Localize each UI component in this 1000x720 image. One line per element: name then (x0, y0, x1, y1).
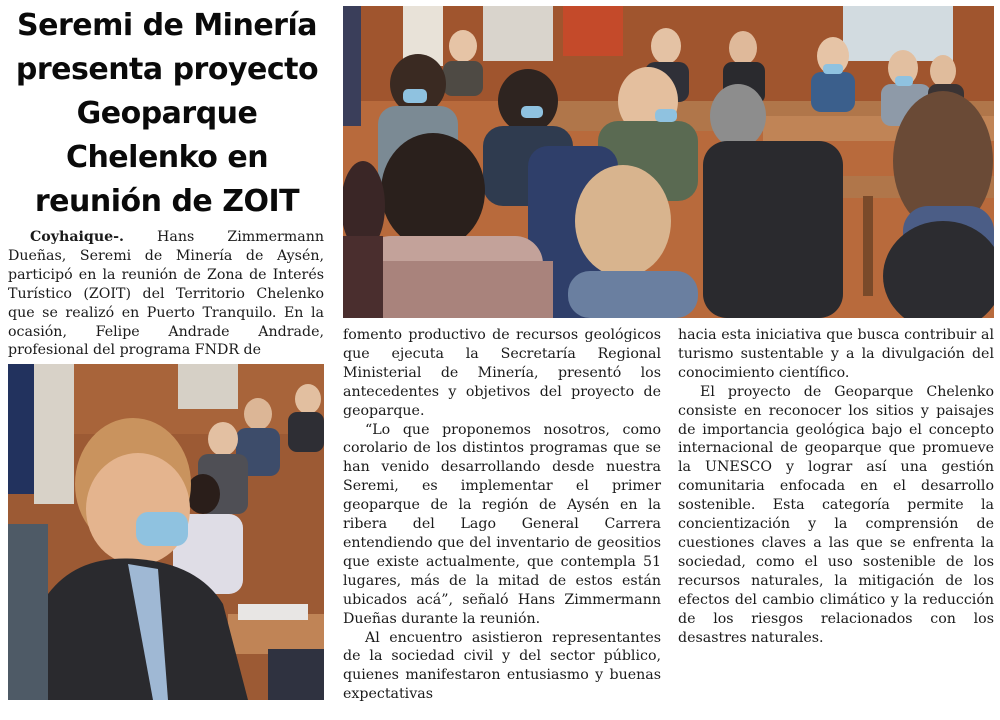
meeting-photo-main (343, 6, 994, 318)
headline-line: Chelenko en (65, 140, 269, 175)
article-paragraph: hacia esta iniciativa que busca contribuir al turismo sustentable y a la divulgación del conocimiento científico. (678, 327, 994, 381)
headline-line: presenta proyecto (15, 52, 319, 87)
lead-text: Hans Zimmermann Dueñas, Seremi de Minería de Aysén, participó en la reunión de Zona de Interés Turístico (ZOIT) del Territorio Chelenko que se realizó en Puerto Tranquilo. En la ocasión, Felipe Andrade Andrade, profesional del programa FNDR de (8, 229, 324, 359)
dateline: Coyhaique-. (30, 229, 124, 245)
headline-line: reunión de ZOIT (34, 184, 300, 219)
text-column-left (8, 228, 324, 360)
lead-paragraph (8, 228, 324, 360)
article-paragraph: fomento productivo de recursos geológicos que ejecuta la Secretaría Regional Ministerial de Minería, presentó los antecedentes y objetivos del proyecto de geoparque. (343, 327, 661, 419)
text-column-middle (343, 326, 661, 704)
meeting-photo-secondary (8, 364, 324, 700)
article-paragraph: El proyecto de Geoparque Chelenko consiste en reconocer los sitios y paisajes de importancia geológica bajo el concepto internacional de geoparque que promueve la UNESCO y lograr así una gestión comunitaria enfocada en el desarrollo sostenible. Esta categoría permite la concientización y la comprensión de cuestiones claves a las que se enfrenta la sociedad, como el uso sostenible de los recursos naturales, la mitigación de los efectos del cambio climático y la reducción de los riesgos relacionados con los desastres naturales. (678, 383, 994, 646)
text-column-right (678, 326, 994, 647)
headline-line: Seremi de Minería (16, 8, 317, 43)
headline (6, 4, 328, 224)
article-paragraph: Al encuentro asistieron representantes de la sociedad civil y del sector público, quienes manifestaron entusiasmo y buenas expectativas (343, 629, 661, 703)
article-paragraph: “Lo que proponemos nosotros, como corolario de los distintos programas que se han venido desarrollando desde nuestra Seremi, es implementar el primer geoparque de la región de Aysén en la ribera del Lago General Carrera entendiendo que del inventario de geositios que existe actualmente, que contempla 51 lugares, más de la mitad de estos están ubicados acá”, señaló Hans Zimmermann Dueñas durante la reunión. (343, 421, 661, 627)
headline-line: Geoparque (76, 96, 258, 131)
